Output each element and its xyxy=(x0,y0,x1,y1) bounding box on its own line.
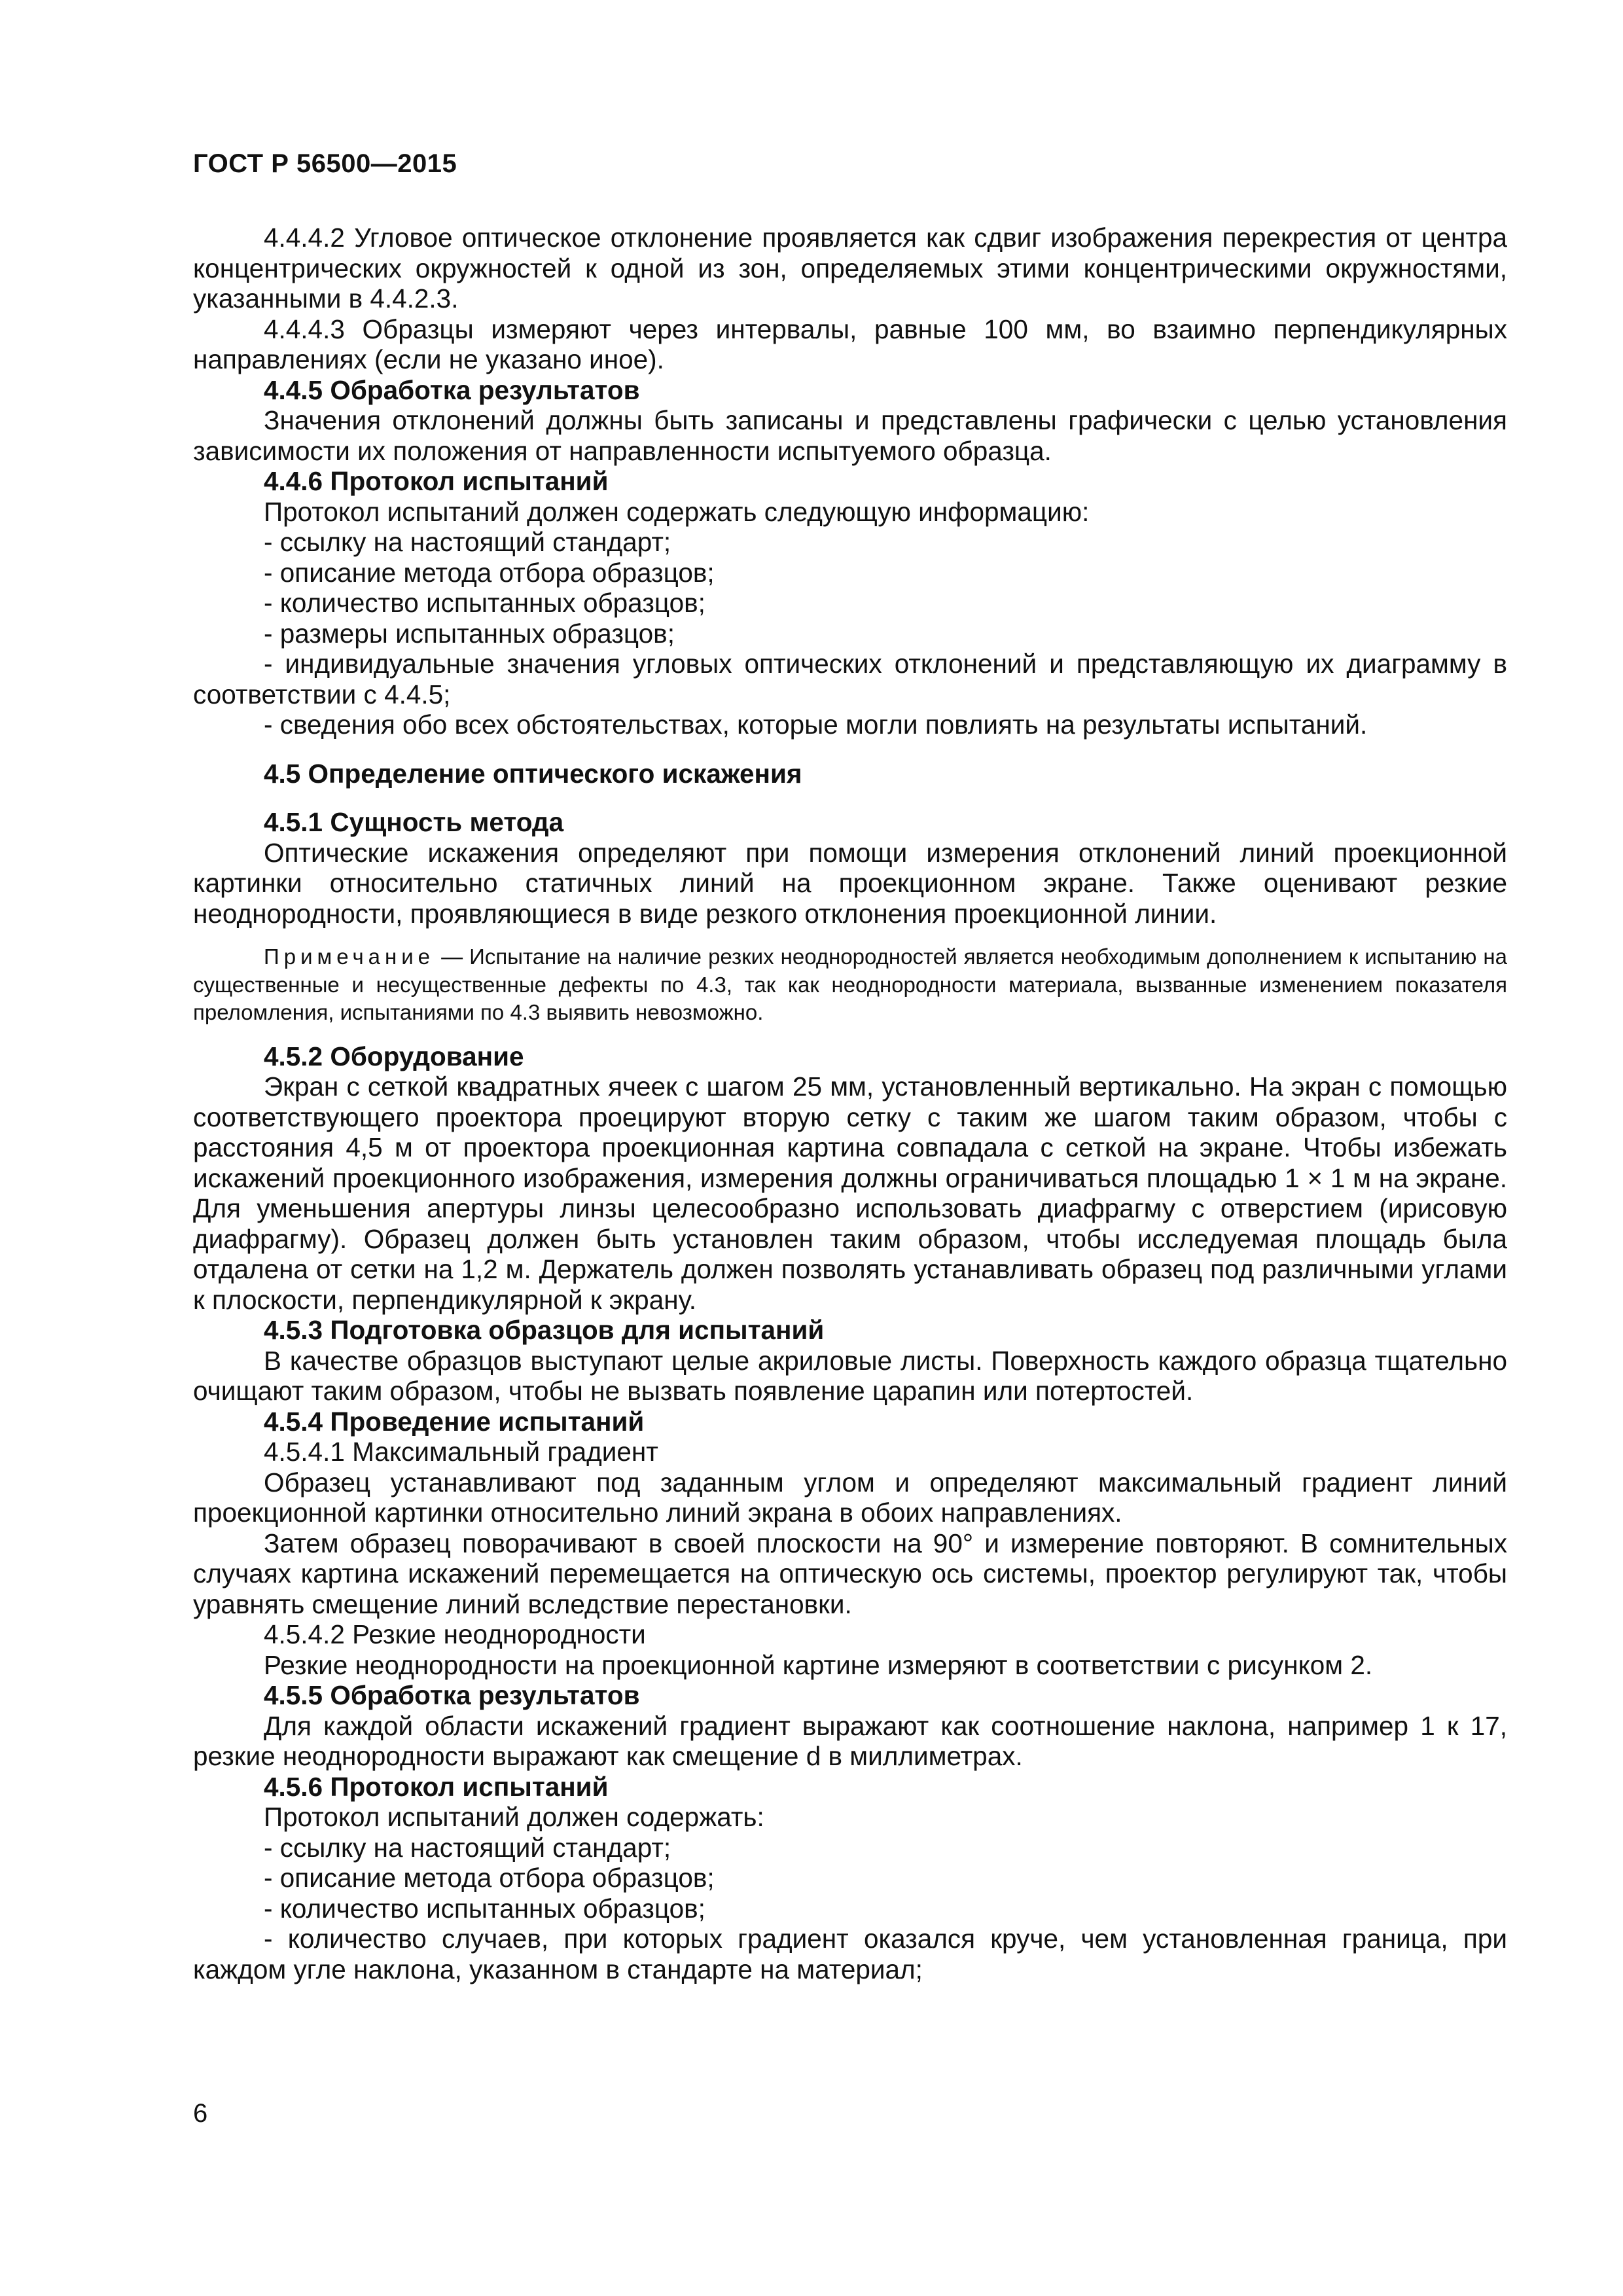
document-body xyxy=(193,223,1507,1984)
paragraph: 4.4.4.2 Угловое оптическое отклонение проявляется как сдвиг изображения перекрестия от центра концентрических окружностей к одной из зон, определяемых этими концентрическими окружностями, указанными в 4.4.2.3. xyxy=(193,223,1507,314)
list-item: - описание метода отбора образцов; xyxy=(264,557,715,588)
paragraph: 4.4.4.3 Образцы измеряют через интервалы, равные 100 мм, во взаимно перпендикулярных направлениях (если не указано иное). xyxy=(193,314,1507,374)
note-label: Примечание xyxy=(264,944,435,969)
clause-heading: 4.4.5 Обработка результатов xyxy=(264,374,640,405)
paragraph: Экран с сеткой квадратных ячеек с шагом 25 мм, установленный вертикально. На экран с помощью соответствующего проектора проецируют вторую сетку с таким же шагом таким образом, чтобы с расстояния 4,5 м от проектора проекционная картина совпадала с сеткой на экране. Чтобы избежать искажений проекционного изображения, измерения должны ограничиваться площадью 1 × 1 м на экране. Для уменьшения апертуры линзы целесообразно использовать диафрагму с отверстием (ирисовую диафрагму). Образец должен быть установлен таким образом, чтобы исследуемая площадь была отдалена от сетки на 1,2 м. Держатель должен позволять устанавливать образец под различными углами к плоскости, перпендикулярной к экрану. xyxy=(193,1071,1507,1315)
clause-heading: 4.5.6 Протокол испытаний xyxy=(264,1771,609,1802)
paragraph: Протокол испытаний должен содержать следующую информацию: xyxy=(264,496,1090,527)
list-item: - количество случаев, при которых градиент оказался круче, чем установленная граница, при каждом угле наклона, указанном в стандарте на материал; xyxy=(193,1924,1507,1984)
list-item: - описание метода отбора образцов; xyxy=(264,1863,715,1893)
paragraph: Резкие неоднородности на проекционной картине измеряют в соответствии с рисунком 2. xyxy=(264,1649,1373,1680)
list-item: - размеры испытанных образцов; xyxy=(264,618,675,649)
paragraph: Образец устанавливают под заданным углом и определяют максимальный градиент линий проекционной картинки относительно линий экрана в обоих направлениях. xyxy=(193,1467,1507,1528)
paragraph: 4.5.4.1 Максимальный градиент xyxy=(264,1437,658,1467)
paragraph: Оптические искажения определяют при помощи измерения отклонений линий проекционной картинки относительно статичных линий на проекционном экране. Также оценивают резкие неоднородности, проявляющиеся в виде резкого отклонения проекционной линии. xyxy=(193,837,1507,929)
page-number: 6 xyxy=(193,2099,208,2128)
note-text: — Испытание на наличие резких неоднородностей является необходимым дополнением к испытанию на существенные и несущественные дефекты по 4.3, так как неоднородности материала, вызванные изменением показателя преломления, испытаниями по 4.3 выявить невозможно. xyxy=(193,944,1507,1024)
subsection-heading: 4.5.2 Оборудование xyxy=(264,1041,524,1071)
paragraph: Значения отклонений должны быть записаны и представлены графически с целью установления зависимости их положения от направленности испытуемого образца. xyxy=(193,405,1507,466)
list-item: - сведения обо всех обстоятельствах, которые могли повлиять на результаты испытаний. xyxy=(264,709,1368,740)
clause-heading: 4.5.3 Подготовка образцов для испытаний xyxy=(264,1315,825,1345)
paragraph: 4.5.4.2 Резкие неоднородности xyxy=(264,1619,646,1649)
section-heading: 4.5 Определение оптического искажения xyxy=(264,758,802,789)
paragraph: Затем образец поворачивают в своей плоскости на 90° и измерение повторяют. В сомнительных случаях картина искажений перемещается на оптическую ось системы, проектор регулируют так, чтобы уравнять смещение линий вследствие перестановки. xyxy=(193,1528,1507,1619)
note xyxy=(193,943,1507,1027)
subsection-heading: 4.5.1 Сущность метода xyxy=(264,807,564,837)
list-item: - количество испытанных образцов; xyxy=(264,588,705,618)
paragraph: Протокол испытаний должен содержать: xyxy=(264,1802,764,1832)
paragraph: Для каждой области искажений градиент выражают как соотношение наклона, например 1 к 17, резкие неоднородности выражают как смещение d в миллиметрах. xyxy=(193,1710,1507,1771)
paragraph: В качестве образцов выступают целые акриловые листы. Поверхность каждого образца тщательно очищают таким образом, чтобы не вызвать появление царапин или потертостей. xyxy=(193,1345,1507,1406)
clause-heading: 4.4.6 Протокол испытаний xyxy=(264,466,609,496)
clause-heading: 4.5.4 Проведение испытаний xyxy=(264,1406,645,1437)
list-item: - ссылку на настоящий стандарт; xyxy=(264,527,671,557)
list-item: - количество испытанных образцов; xyxy=(264,1893,705,1924)
list-item: - ссылку на настоящий стандарт; xyxy=(264,1832,671,1863)
clause-heading: 4.5.5 Обработка результатов xyxy=(264,1680,640,1710)
standard-header: ГОСТ Р 56500—2015 xyxy=(193,149,457,178)
list-item: - индивидуальные значения угловых оптических отклонений и представляющую их диаграмму в соответствии с 4.4.5; xyxy=(193,649,1507,709)
